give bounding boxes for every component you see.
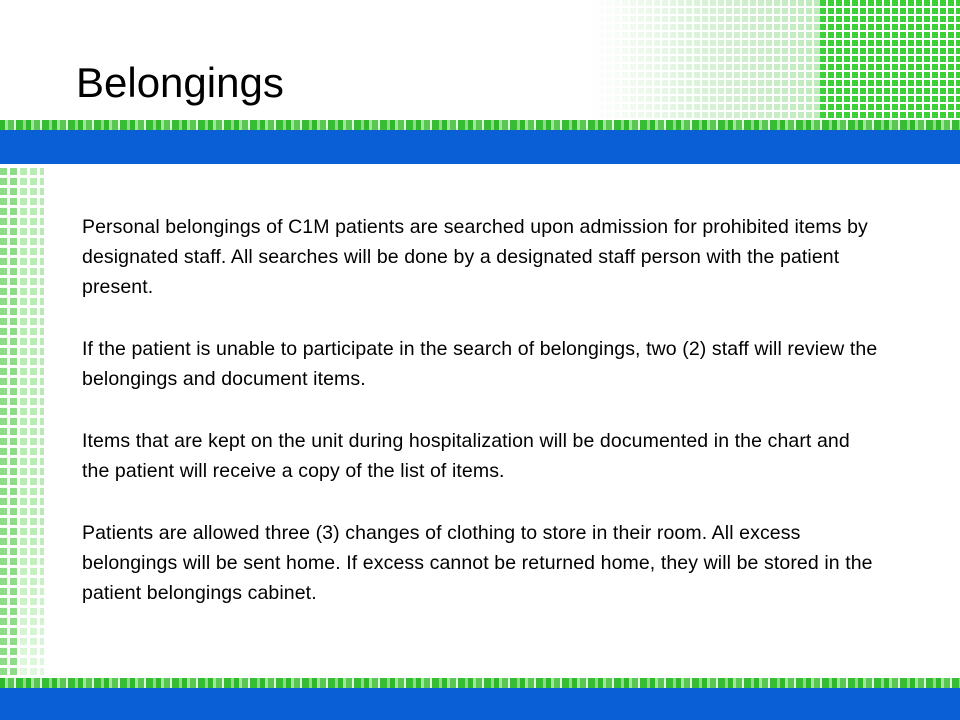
decorative-grid-left-inner: [0, 168, 20, 678]
paragraph-unable-to-participate: If the patient is unable to participate in the search of belongings, two (2) staff will review the belongings and document items.: [82, 338, 878, 390]
blue-bar-top: [0, 130, 960, 164]
paragraph-clothing-limit: Patients are allowed three (3) changes of clothing to store in their room. All excess belongings will be sent home. If excess cannot be returned home, they will be stored in the patient belongings cabinet.: [82, 522, 873, 604]
decorative-grid-top-right-bright: [820, 0, 960, 120]
slide-title: Belongings: [76, 59, 284, 106]
decorative-grid-top-right: [590, 0, 960, 120]
paragraph-search-on-admission: Personal belongings of C1M patients are searched upon admission for prohibited items by designated staff. All searches will be done by a designated staff person with the patient present.: [82, 216, 868, 298]
slide-body: [82, 212, 882, 640]
blue-bar-bottom: [0, 688, 960, 720]
paragraph-items-kept-on-unit: Items that are kept on the unit during hospitalization will be documented in the chart and the patient will receive a copy of the list of items.: [82, 430, 850, 482]
green-stripe-top: [0, 120, 960, 130]
green-stripe-bottom: [0, 678, 960, 688]
decorative-grid-left: [0, 168, 44, 678]
